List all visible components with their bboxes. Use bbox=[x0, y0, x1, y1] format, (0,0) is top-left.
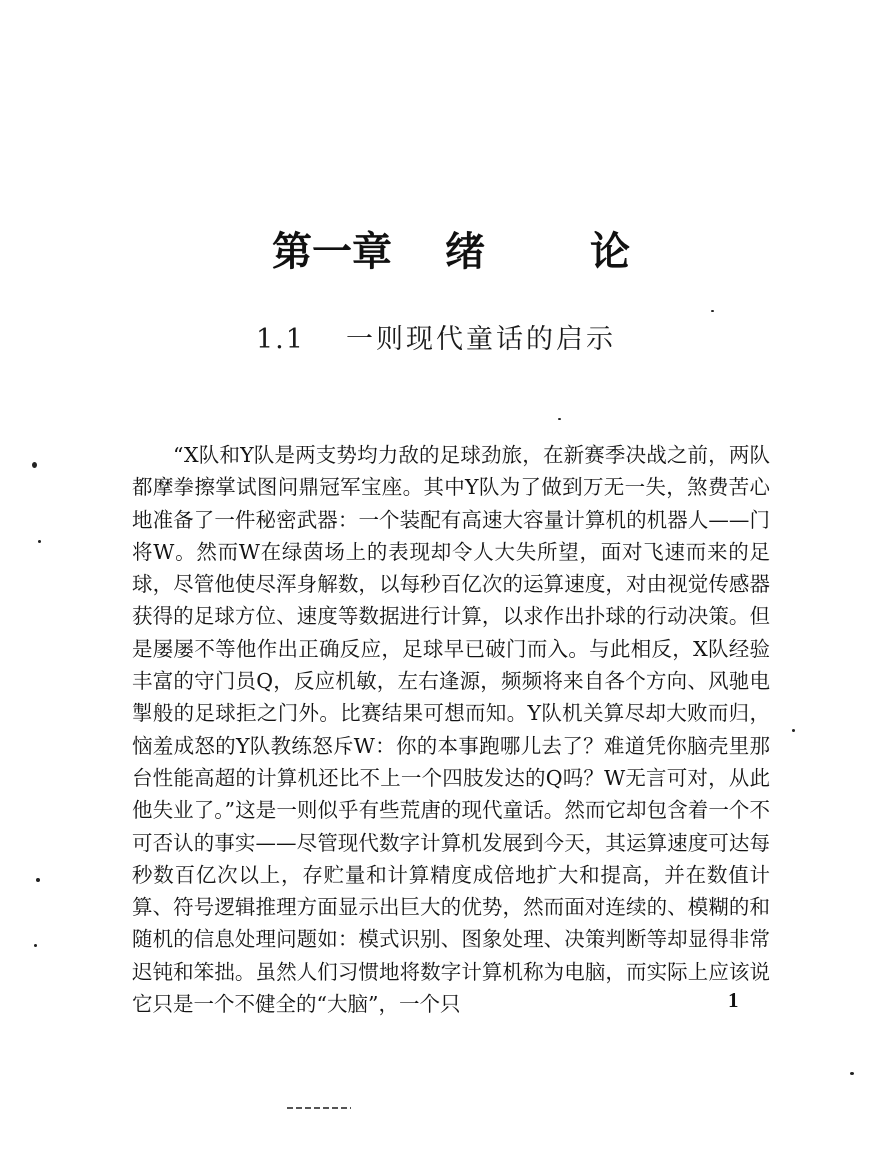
chapter-title-char-1: 绪 bbox=[445, 229, 485, 275]
chapter-title-char-2: 论 bbox=[590, 229, 630, 275]
scan-speck bbox=[850, 1072, 854, 1075]
scan-speck bbox=[38, 540, 41, 543]
section-title: 一则现代童话的启示 bbox=[346, 324, 616, 355]
section-heading bbox=[256, 318, 616, 362]
section-number: 1.1 bbox=[256, 324, 305, 355]
scan-dash bbox=[287, 1107, 351, 1109]
scan-speck bbox=[34, 944, 37, 947]
scan-speck bbox=[711, 310, 714, 312]
page-number: 1 bbox=[728, 988, 739, 1012]
body-paragraph: “X队和Y队是两支势均力敌的足球劲旅，在新赛季决战之前，两队都摩拳擦掌试图问鼎冠军宝座。其中Y队为了做到万无一失，煞费苦心地准备了一件秘密武器：一个装配有高速大容量计算机的机器人——门将W。然而W在绿茵场上的表现却令人大失所望，面对飞速而来的足球，尽管他使尽浑身解数，以每秒百亿次的运算速度，对由视觉传感器获得的足球方位、速度等数据进行计算，以求作出扑球的行动决策。但是屡屡不等他作出正确反应，足球早已破门而入。与此相反，X队经验丰富的守门员Q，反应机敏，左右逢源，频频将来自各个方向、风驰电掣般的足球拒之门外。比赛结果可想而知。Y队机关算尽却大败而归，恼羞成怒的Y队教练怒斥W：你的本事跑哪儿去了？难道凭你脑壳里那台性能高超的计算机还比不上一个四肢发达的Q吗？W无言可对，从此他失业了。”这是一则似乎有些荒唐的现代童话。然而它却包含着一个不可否认的事实——尽管现代数字计算机发展到今天，其运算速度可达每秒数百亿次以上，存贮量和计算精度成倍地扩大和提高，并在数值计算、符号逻辑推理方面显示出巨大的优势，然而面对连续的、模糊的和随机的信息处理问题如：模式识别、图象处理、决策判断等却显得非常迟钝和笨拙。虽然人们习惯地将数字计算机称为电脑，而实际上应该说它只是一个不健全的“大脑”，一个只 bbox=[132, 443, 770, 1017]
scan-speck bbox=[32, 462, 37, 468]
scan-speck bbox=[36, 878, 40, 882]
scan-speck bbox=[558, 418, 561, 420]
scan-speck bbox=[792, 729, 795, 732]
chapter-number: 第一章 bbox=[272, 229, 392, 275]
chapter-title bbox=[272, 222, 632, 282]
